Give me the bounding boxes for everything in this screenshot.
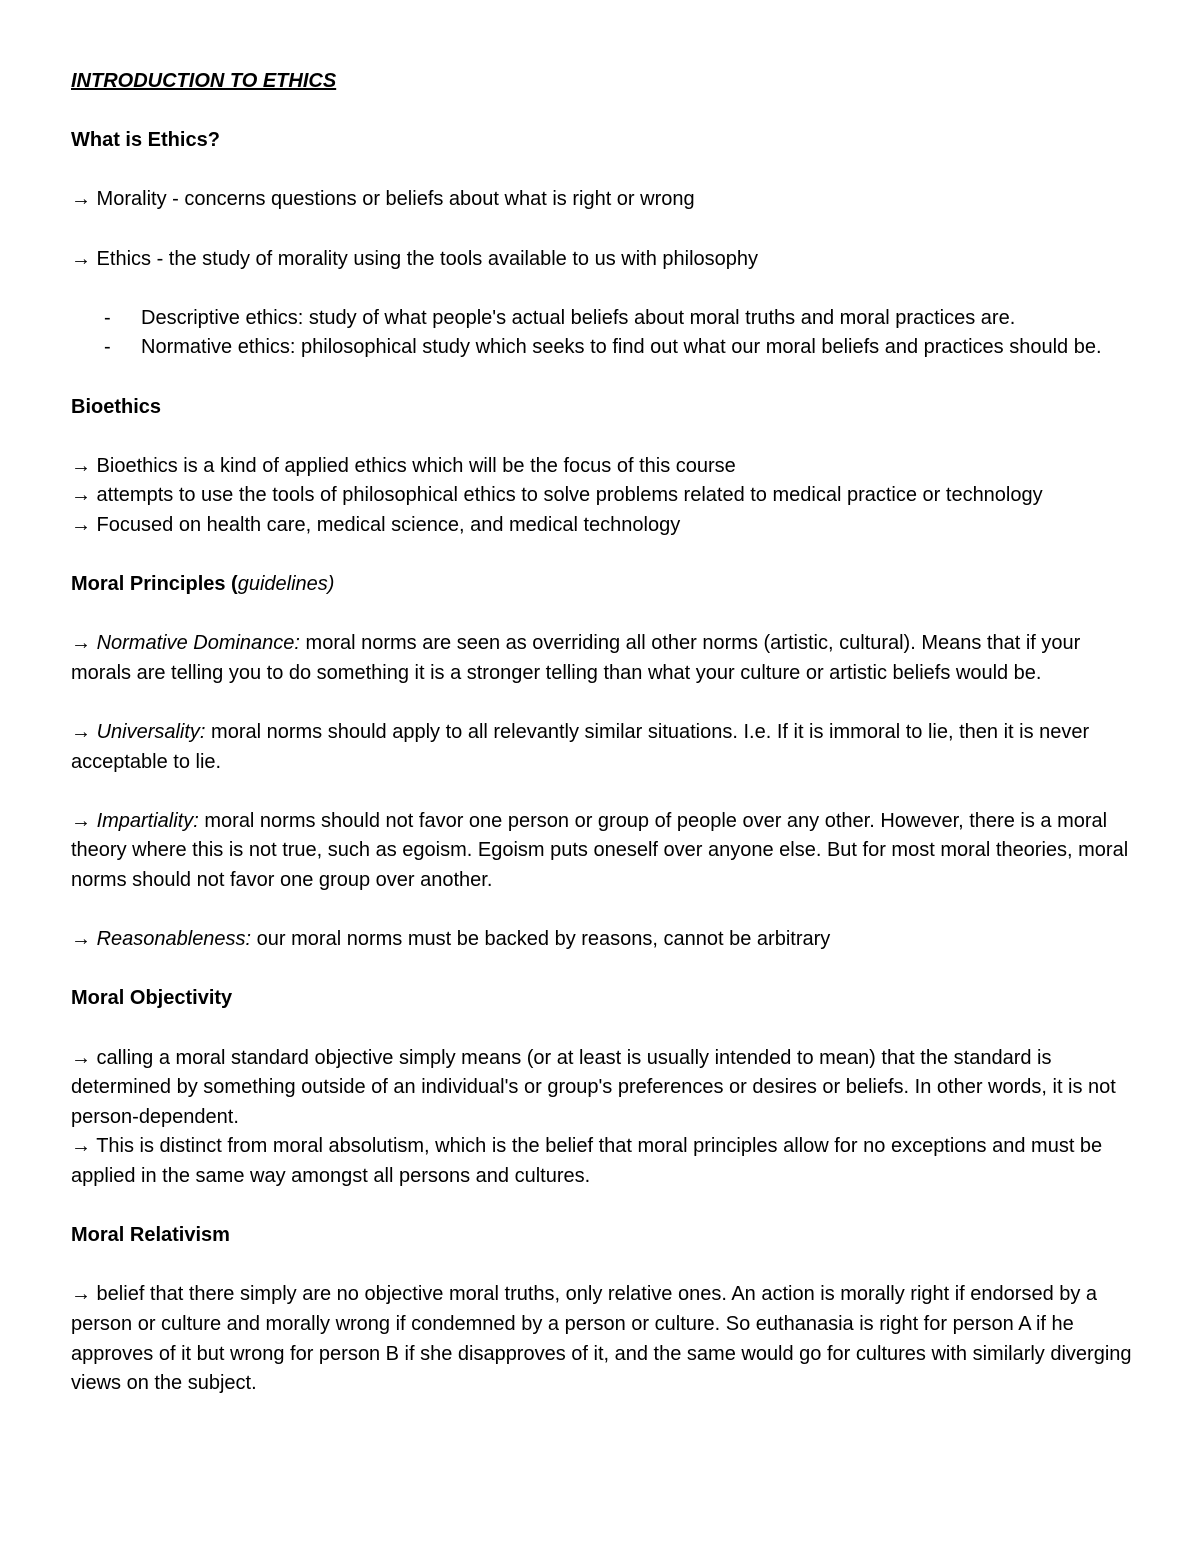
principle-text: moral norms should apply to all relevantly similar situations. I.e. If it is immoral to lie, then it is never acceptable to lie.: [71, 721, 1090, 773]
principle-term: Impartiality:: [96, 809, 199, 832]
principle-reasonableness: [71, 925, 1136, 955]
heading-bold-part: Moral Principles (: [71, 573, 238, 596]
dash-bullet: -: [104, 306, 111, 329]
list-item-normative-ethics: [71, 333, 1136, 363]
bioethics-line-3: → Focused on health care, medical science, and medical technology: [71, 513, 681, 536]
heading-italic-part: guidelines): [237, 573, 335, 596]
objectivity-paragraph-1: → calling a moral standard objective simply means (or at least is usually intended to mean) that the standard is determined by something outside of an individual's or group's preferences or desires or beliefs. In other words, it is not person-dependent.: [71, 1046, 1116, 1128]
heading-moral-objectivity: Moral Objectivity: [71, 987, 233, 1010]
principle-term: Reasonableness:: [96, 928, 252, 951]
ethics-types-list: [71, 304, 1136, 363]
document-title: INTRODUCTION TO ETHICS: [71, 70, 337, 92]
arrow: →: [71, 632, 97, 655]
principle-normative-dominance: [71, 629, 1136, 688]
arrow: →: [71, 928, 97, 951]
paragraph-ethics: → Ethics - the study of morality using the tools available to us with philosophy: [71, 247, 759, 270]
relativism-paragraph: → belief that there simply are no objective moral truths, only relative ones. An action is morally right if endorsed by a person or culture and morally wrong if condemned by a person or culture. So euthanasia is right for person A if he approves of it but wrong for person B if she disapproves of it, and the same would go for cultures with similarly diverging views on the subject.: [71, 1283, 1132, 1395]
principle-impartiality: [71, 807, 1136, 896]
heading-moral-relativism: Moral Relativism: [71, 1224, 230, 1247]
bioethics-line-1: → Bioethics is a kind of applied ethics which will be the focus of this course: [71, 454, 736, 477]
heading-bioethics: Bioethics: [71, 395, 162, 418]
principle-term: Normative Dominance:: [96, 632, 300, 655]
dash-bullet: -: [104, 336, 111, 359]
heading-what-is-ethics: What is Ethics?: [71, 129, 220, 152]
bioethics-line-2: → attempts to use the tools of philosophical ethics to solve problems related to medical practice or technology: [71, 484, 1043, 507]
list-item-text: Normative ethics: philosophical study which seeks to find out what our moral beliefs and practices should be.: [141, 336, 1102, 359]
list-item-text: Descriptive ethics: study of what people's actual beliefs about moral truths and moral practices are.: [141, 306, 1016, 329]
principle-universality: [71, 718, 1136, 777]
principle-term: Universality:: [96, 721, 206, 744]
paragraph-morality: → Morality - concerns questions or beliefs about what is right or wrong: [71, 188, 695, 211]
principle-text: our moral norms must be backed by reasons, cannot be arbitrary: [251, 928, 831, 951]
document-page: [71, 67, 1136, 1428]
principle-text: moral norms are seen as overriding all other norms (artistic, cultural). Means that if your morals are telling you to do something it is a stronger telling than what your culture or artistic beliefs would be.: [71, 632, 1081, 684]
objectivity-paragraph-2: → This is distinct from moral absolutism, which is the belief that moral principles allow for no exceptions and must be applied in the same way amongst all persons and cultures.: [71, 1135, 1103, 1187]
principle-text: moral norms should not favor one person or group of people over any other. However, there is a moral theory where this is not true, such as egoism. Egoism puts oneself over anyone else. But for most moral theories, moral norms should not favor one group over another.: [71, 809, 1129, 892]
heading-moral-principles: [71, 570, 1136, 600]
list-item-descriptive-ethics: [71, 304, 1136, 334]
arrow: →: [71, 809, 97, 832]
arrow: →: [71, 721, 97, 744]
